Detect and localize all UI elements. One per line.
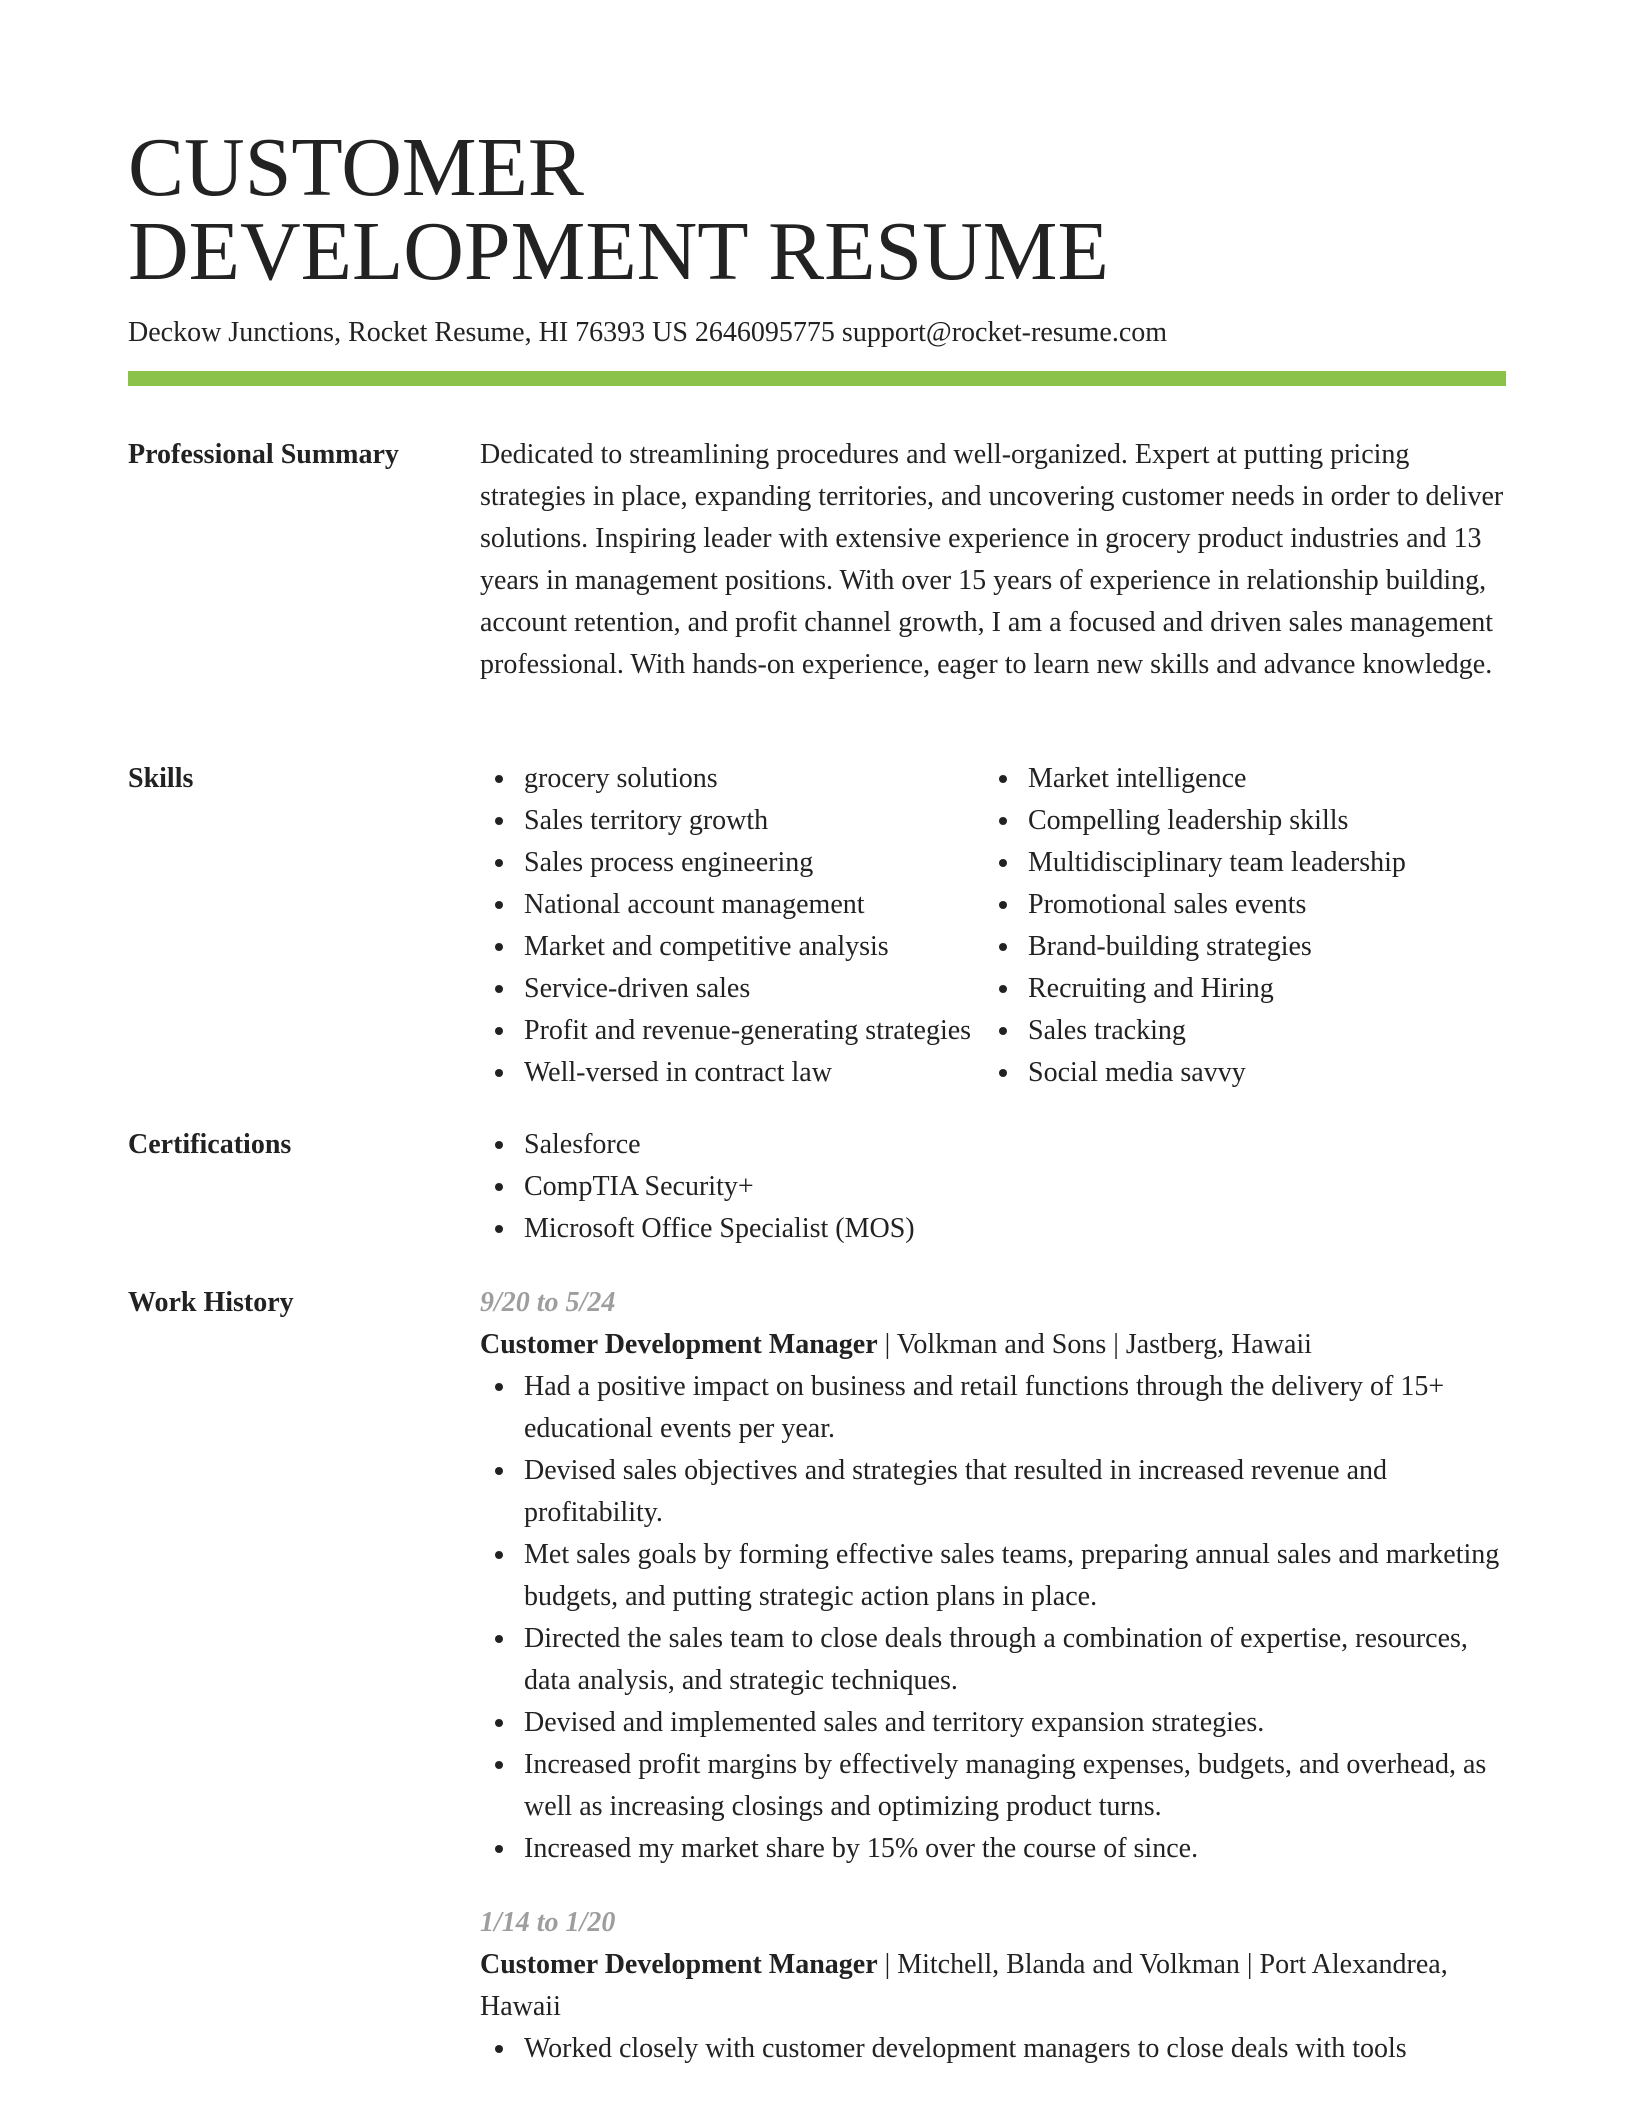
skill-item: Brand-building strategies: [984, 926, 1488, 968]
job-bullet: Increased profit margins by effectively managing expenses, budgets, and overhead, as well as increasing closings and optimizing product turns.: [480, 1744, 1506, 1828]
contact-info: Deckow Junctions, Rocket Resume, HI 76393 US 2646095775 support@rocket-resume.com: [128, 317, 1168, 348]
skill-item: Promotional sales events: [984, 884, 1488, 926]
summary-section: [480, 434, 1506, 686]
certifications-section: [480, 1124, 1506, 1250]
skill-item: Profit and revenue-generating strategies: [480, 1010, 984, 1052]
resume-title-line1: CUSTOMER: [128, 121, 584, 214]
skills-label: Skills: [128, 763, 194, 794]
job-heading: [480, 1324, 1506, 1366]
job-bullet: Worked closely with customer development managers to close deals with tools: [480, 2028, 1506, 2070]
work-history-section: [480, 1282, 1506, 2070]
certification-item: Microsoft Office Specialist (MOS): [480, 1208, 1506, 1250]
certifications-label: Certifications: [128, 1129, 292, 1160]
summary-text: Dedicated to streamlining procedures and well-organized. Expert at putting pricing strategies in place, expanding territories, and uncovering customer needs in order to deliver solutions. Inspiring leader with extensive experience in grocery product industries and 13 years in management positions. With over 15 years of experience in relationship building, account retention, and profit channel growth, I am a focused and driven sales management professional. With hands-on experience, eager to learn new skills and advance knowledge.: [480, 439, 1504, 680]
skill-item: grocery solutions: [480, 758, 984, 800]
job-entry: [480, 1902, 1506, 2070]
job-bullet-list: [480, 1366, 1506, 1870]
skill-item: Well-versed in contract law: [480, 1052, 984, 1094]
certification-item: Salesforce: [480, 1124, 1506, 1166]
summary-label: Professional Summary: [128, 439, 399, 470]
skills-list-left: [480, 758, 984, 1094]
job-heading: [480, 1944, 1506, 2028]
job-bullet: Increased my market share by 15% over the course of since.: [480, 1828, 1506, 1870]
resume-title: [128, 121, 1109, 298]
certification-item: CompTIA Security+: [480, 1166, 1506, 1208]
job-dates: 9/20 to 5/24: [480, 1287, 616, 1318]
job-entry: [480, 1282, 1506, 1870]
job-bullet: Had a positive impact on business and retail functions through the delivery of 15+ educational events per year.: [480, 1366, 1506, 1450]
job-bullet: Met sales goals by forming effective sales teams, preparing annual sales and marketing budgets, and putting strategic action plans in place.: [480, 1534, 1506, 1618]
resume-title-line2: DEVELOPMENT RESUME: [128, 205, 1109, 298]
job-details: | Volkman and Sons | Jastberg, Hawaii: [877, 1329, 1312, 1360]
skill-item: Market intelligence: [984, 758, 1488, 800]
skill-item: Social media savvy: [984, 1052, 1488, 1094]
job-bullet-list: [480, 2028, 1506, 2070]
skills-list-right: [984, 758, 1488, 1094]
job-details: | Mitchell, Blanda and Volkman | Port Alexandrea, Hawaii: [480, 1949, 1448, 2022]
skill-item: Compelling leadership skills: [984, 800, 1488, 842]
skill-item: Sales tracking: [984, 1010, 1488, 1052]
skill-item: National account management: [480, 884, 984, 926]
certifications-list: [480, 1124, 1506, 1250]
skill-item: Sales process engineering: [480, 842, 984, 884]
skill-item: Market and competitive analysis: [480, 926, 984, 968]
skill-item: Multidisciplinary team leadership: [984, 842, 1488, 884]
job-bullet: Devised sales objectives and strategies that resulted in increased revenue and profitability.: [480, 1450, 1506, 1534]
accent-divider: [128, 371, 1506, 386]
job-bullet: Devised and implemented sales and territory expansion strategies.: [480, 1702, 1506, 1744]
job-dates: 1/14 to 1/20: [480, 1907, 616, 1938]
job-title: Customer Development Manager: [480, 1329, 878, 1360]
skill-item: Recruiting and Hiring: [984, 968, 1488, 1010]
job-bullet: Directed the sales team to close deals through a combination of expertise, resources, data analysis, and strategic techniques.: [480, 1618, 1506, 1702]
skill-item: Sales territory growth: [480, 800, 984, 842]
skill-item: Service-driven sales: [480, 968, 984, 1010]
job-title: Customer Development Manager: [480, 1949, 878, 1980]
work-history-label: Work History: [128, 1287, 294, 1318]
skills-section: [480, 758, 1506, 1094]
